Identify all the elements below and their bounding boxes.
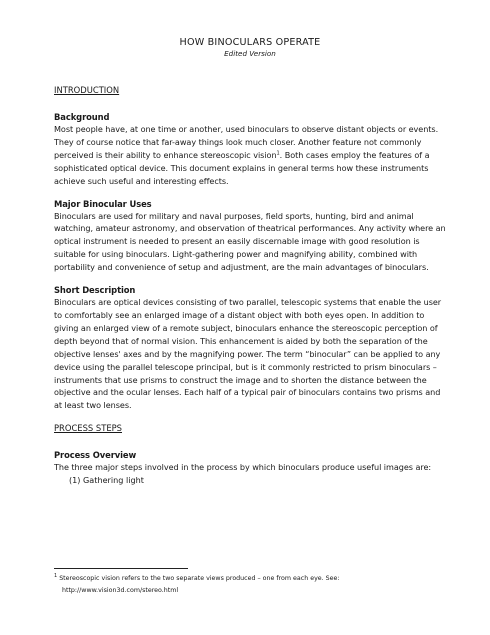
footnote-text: Stereoscopic vision refers to the two separate views produced – one from each eye. See: [57, 575, 340, 582]
footnote-number: 1 [54, 572, 58, 579]
subheading-process-overview: Process Overview [54, 450, 137, 461]
subheading-short-description: Short Description [54, 285, 136, 296]
paragraph-major-uses: Binoculars are used for military and naval purposes, field sports, hunting, bird and animal watching, amateur astronomy, and observation of theatrical performances. Any activity where an optical instrument is needed to present an easily discernable image with good resolution is suitable for using binoculars. Light-gathering power and magnifying ability, combined with portability and convenience of setup and adjustment, are the main advantages of binoculars. [54, 210, 446, 273]
list-item: (1) Gathering light [69, 475, 144, 486]
document-title: HOW BINOCULARS OPERATE [179, 37, 321, 48]
paragraph-background-text-2: . Both cases employ the features of a sophisticated optical device. This document explains in general terms how these instruments achieve such useful and interesting effects. [54, 149, 430, 186]
paragraph-process-overview: The three major steps involved in the process by which binoculars produce useful images are: [54, 462, 432, 473]
footnote-reference[interactable]: 1 [276, 150, 280, 157]
section-heading-process-steps: PROCESS STEPS [54, 423, 122, 434]
paragraph-background [54, 123, 446, 188]
footnote-link[interactable]: http://www.vision3d.com/stereo.html [62, 587, 179, 594]
subheading-major-uses: Major Binocular Uses [54, 198, 152, 209]
document-page [54, 37, 446, 487]
document-subtitle: Edited Version [224, 49, 276, 58]
footnote [54, 573, 446, 597]
section-heading-introduction: INTRODUCTION [54, 85, 120, 95]
paragraph-short-description: Binoculars are optical devices consisting of two parallel, telescopic systems that enable the user to comfortably see an enlarged image of a distant object with both eyes open. In addition to giving an enlarged view of a remote subject, binoculars enhance the stereoscopic perception of depth beyond that of normal vision. This enhancement is aided by both the separation of the objective lenses' axes and by the magnifying power. The term “binocular” can be applied to any device using the parallel telescope principal, but is it commonly restricted to prism binoculars – instruments that use prisms to construct the image and to shorten the distance between the objective and the ocular lenses. Each half of a typical pair of binoculars contains two prisms and at least two lenses. [54, 297, 442, 411]
footnote-divider [54, 568, 188, 569]
paragraph-background-text-1: Most people have, at one time or another, used binoculars to observe distant objects or events. They of course notice that far-away things look much closer. Another feature not commonly perceived is their ability to enhance stereoscopic vision [54, 124, 439, 160]
subheading-background: Background [54, 112, 110, 122]
